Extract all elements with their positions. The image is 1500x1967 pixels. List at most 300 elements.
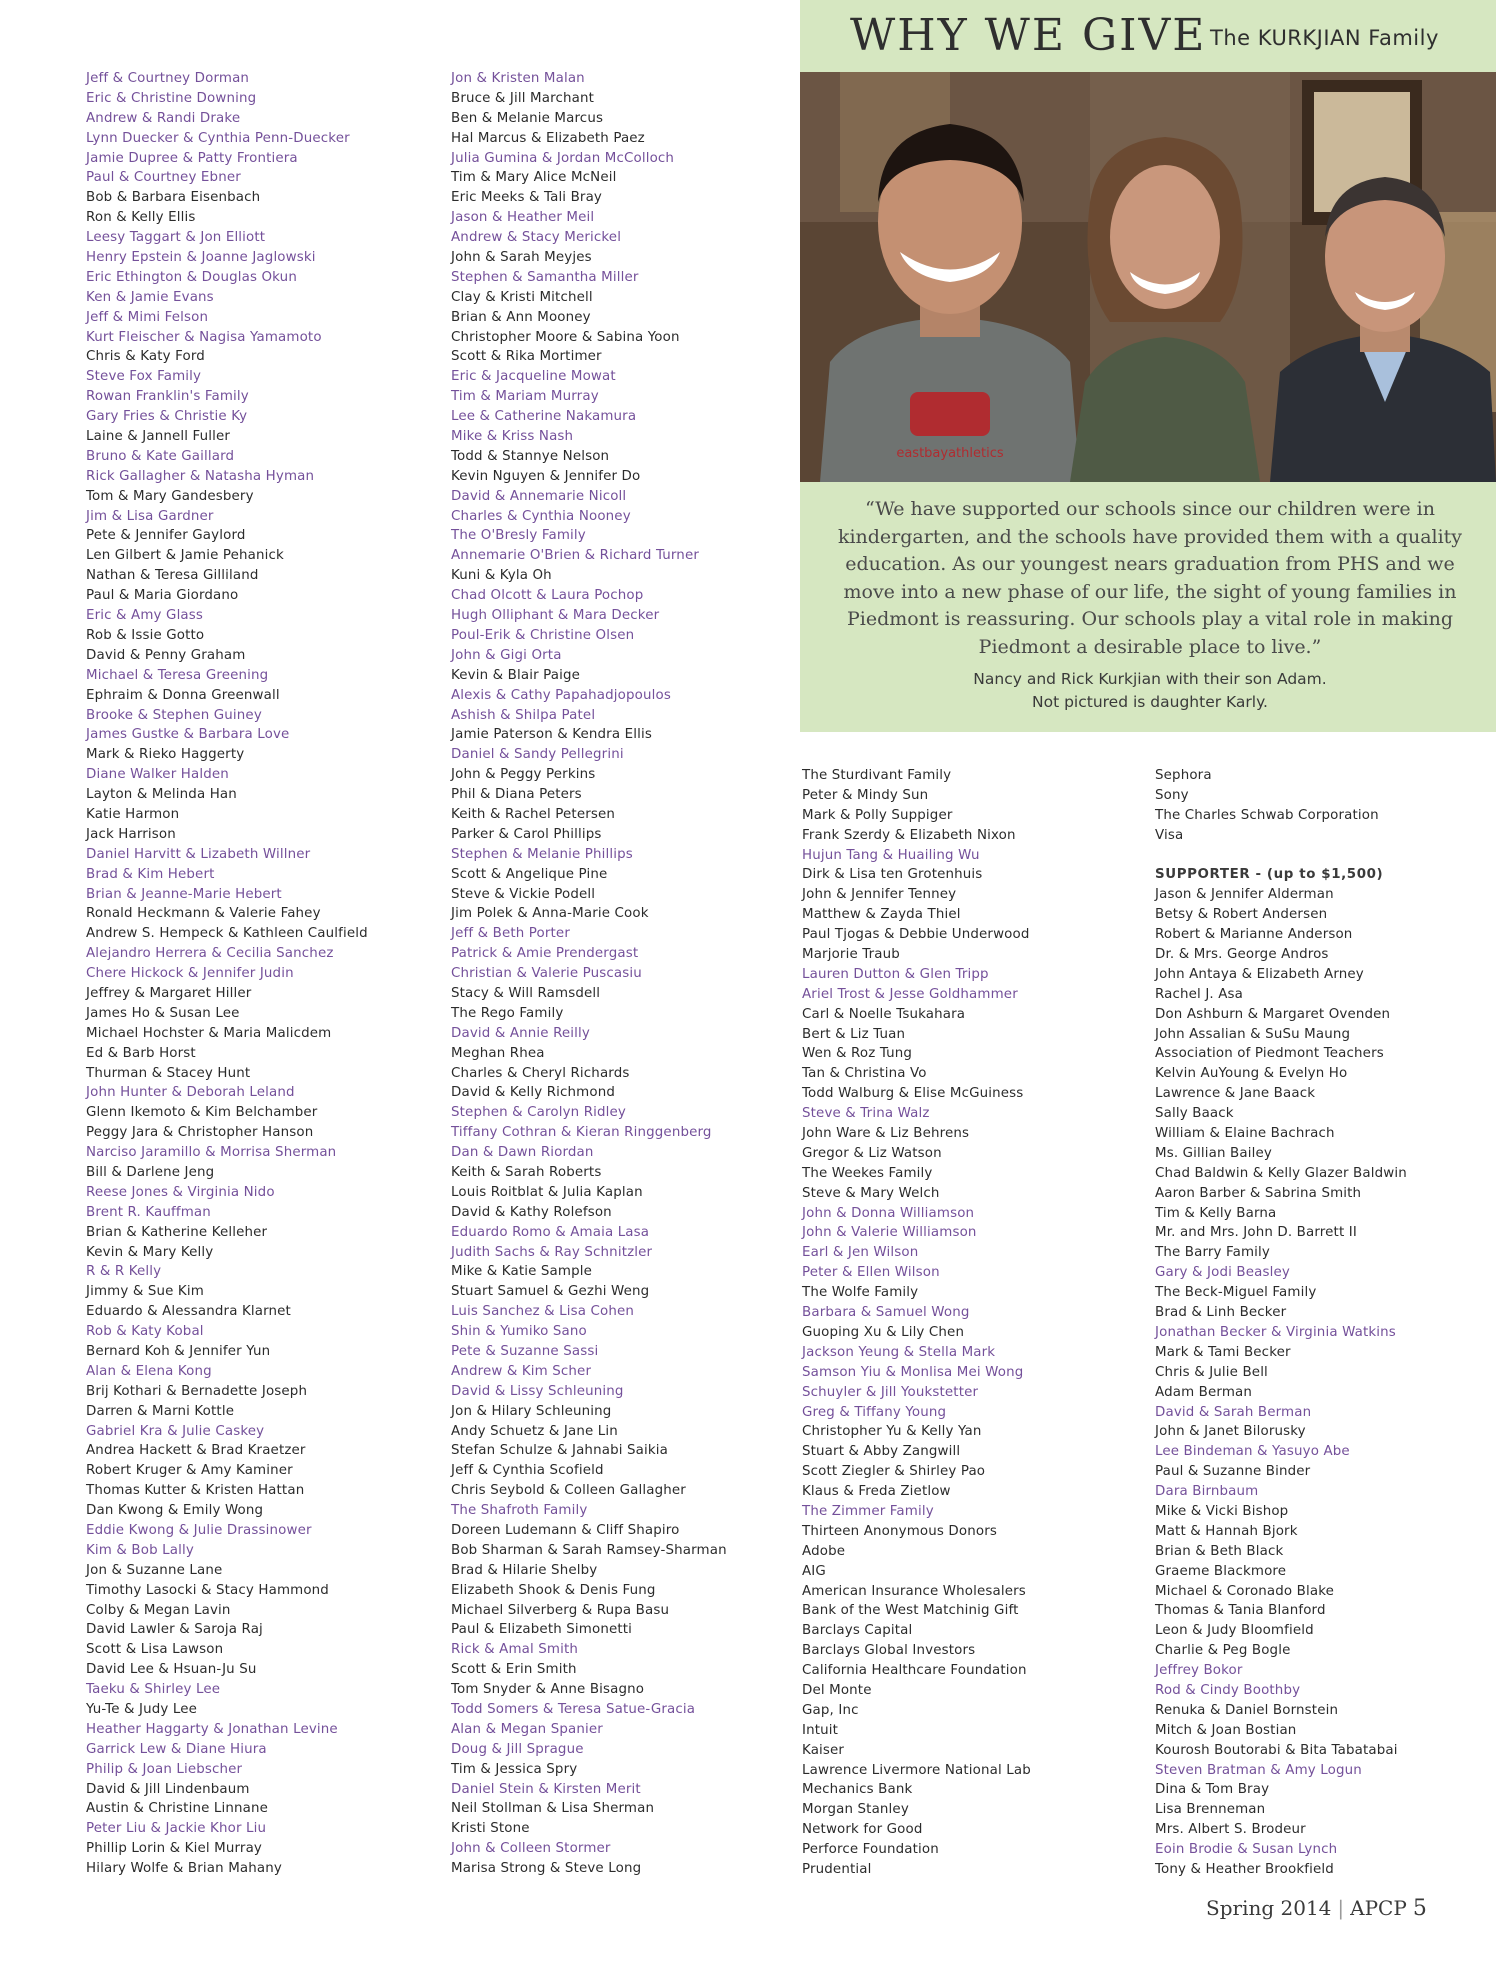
donor-name: Ephraim & Donna Greenwall xyxy=(86,687,280,703)
donor-name: Colby & Megan Lavin xyxy=(86,1602,231,1618)
donor-name: Bank of the West Matchinig Gift xyxy=(802,1603,1019,1619)
donor-list-column-4 xyxy=(1155,766,1407,1880)
donor-name: Mitch & Joan Bostian xyxy=(1155,1722,1297,1738)
donor-name: Chris & Julie Bell xyxy=(1155,1364,1268,1380)
donor-name: Matthew & Zayda Thiel xyxy=(802,907,961,923)
donor-name: Luis Sanchez & Lisa Cohen xyxy=(451,1304,635,1320)
donor-name: Mark & Polly Suppiger xyxy=(802,807,953,823)
donor-name: The Wolfe Family xyxy=(802,1285,919,1301)
donor-name: Rachel J. Asa xyxy=(1155,986,1244,1002)
donor-name: Hilary Wolfe & Brian Mahany xyxy=(86,1861,282,1877)
donor-name: Jonathan Becker & Virginia Watkins xyxy=(1155,1324,1396,1340)
donor-name: Alan & Megan Spanier xyxy=(451,1721,603,1737)
donor-name: Sally Baack xyxy=(1155,1106,1234,1122)
footer-publication: APCP xyxy=(1350,1896,1407,1920)
donor-name: Steve & Trina Walz xyxy=(802,1106,930,1122)
donor-name: Christopher Yu & Kelly Yan xyxy=(802,1424,982,1440)
donor-name: Scott & Erin Smith xyxy=(451,1662,577,1678)
donor-name: Daniel Harvitt & Lizabeth Willner xyxy=(86,846,311,862)
donor-name: David & Kelly Richmond xyxy=(451,1085,615,1101)
footer-season: Spring 2014 xyxy=(1206,1896,1332,1920)
donor-name: Mark & Rieko Haggerty xyxy=(86,747,245,763)
donor-name: Austin & Christine Linnane xyxy=(86,1801,269,1817)
donor-name: Marjorie Traub xyxy=(802,947,900,963)
donor-name: Bert & Liz Tuan xyxy=(802,1026,906,1042)
donor-name: Eric Ethington & Douglas Okun xyxy=(86,269,297,285)
donor-name: Phillip Lorin & Kiel Murray xyxy=(86,1841,262,1857)
donor-name: Bruce & Jill Marchant xyxy=(451,90,595,106)
donor-name: Henry Epstein & Joanne Jaglowski xyxy=(86,250,316,266)
donor-name: David & Sarah Berman xyxy=(1155,1404,1312,1420)
donor-name: Brad & Hilarie Shelby xyxy=(451,1562,598,1578)
donor-name: Eoin Brodie & Susan Lynch xyxy=(1155,1842,1338,1858)
family-photo xyxy=(800,72,1496,482)
donor-name: Prudential xyxy=(802,1861,872,1877)
donor-name: Philip & Joan Liebscher xyxy=(86,1761,243,1777)
donor-name: Gary Fries & Christie Ky xyxy=(86,409,248,425)
donor-name: Greg & Tiffany Young xyxy=(802,1404,947,1420)
donor-name: Michael & Teresa Greening xyxy=(86,667,269,683)
donor-name: John & Colleen Stormer xyxy=(451,1841,611,1857)
donor-name: Hal Marcus & Elizabeth Paez xyxy=(451,130,645,146)
caption-line-1: Nancy and Rick Kurkjian with their son Adam. xyxy=(973,670,1327,688)
donor-name: Brian & Ann Mooney xyxy=(451,309,591,325)
svg-text:eastbayathletics: eastbayathletics xyxy=(896,446,1004,461)
donor-name: Jamie Dupree & Patty Frontiera xyxy=(86,150,298,166)
donor-name: Andy Schuetz & Jane Lin xyxy=(451,1423,618,1439)
donor-name: Kurt Fleischer & Nagisa Yamamoto xyxy=(86,329,322,345)
donor-name: Mr. and Mrs. John D. Barrett II xyxy=(1155,1225,1357,1241)
donor-name: The Charles Schwab Corporation xyxy=(1155,807,1379,823)
donor-name: Eric & Jacqueline Mowat xyxy=(451,369,616,385)
donor-name: Brian & Katherine Kelleher xyxy=(86,1224,268,1240)
donor-name: John & Donna Williamson xyxy=(802,1205,975,1221)
donor-name: David Lawler & Saroja Raj xyxy=(86,1622,263,1638)
donor-name: Brij Kothari & Bernadette Joseph xyxy=(86,1383,308,1399)
donor-name: Thurman & Stacey Hunt xyxy=(86,1065,251,1081)
donor-name: Christian & Valerie Puscasiu xyxy=(451,966,642,982)
donor-name: Brad & Kim Hebert xyxy=(86,866,215,882)
donor-name: Glenn Ikemoto & Kim Belchamber xyxy=(86,1105,318,1121)
donor-name: Jim & Lisa Gardner xyxy=(86,508,214,524)
donor-name: Michael Hochster & Maria Malicdem xyxy=(86,1025,332,1041)
donor-name: Morgan Stanley xyxy=(802,1802,909,1818)
donor-name: Eddie Kwong & Julie Drassinower xyxy=(86,1523,312,1539)
donor-name: Eric & Christine Downing xyxy=(86,90,257,106)
donor-name: John & Valerie Williamson xyxy=(802,1225,977,1241)
donor-name: John Ware & Liz Behrens xyxy=(802,1126,970,1142)
donor-name: The Beck-Miguel Family xyxy=(1155,1285,1317,1301)
donor-name: Robert & Marianne Anderson xyxy=(1155,927,1353,943)
donor-name: Tiffany Cothran & Kieran Ringgenberg xyxy=(451,1125,712,1141)
donor-name: Aaron Barber & Sabrina Smith xyxy=(1155,1185,1362,1201)
donor-name: Alejandro Herrera & Cecilia Sanchez xyxy=(86,946,334,962)
donor-name: Eduardo Romo & Amaia Lasa xyxy=(451,1224,650,1240)
donor-name: Pete & Suzanne Sassi xyxy=(451,1344,599,1359)
donor-name: Meghan Rhea xyxy=(451,1045,545,1061)
donor-name: R & R Kelly xyxy=(86,1264,162,1280)
donor-name: Earl & Jen Wilson xyxy=(802,1245,919,1261)
donor-name: Kevin & Blair Paige xyxy=(451,667,581,683)
donor-name: John & Sarah Meyjes xyxy=(451,250,592,266)
donor-name: William & Elaine Bachrach xyxy=(1155,1126,1335,1142)
donor-name: Doreen Ludemann & Cliff Shapiro xyxy=(451,1523,680,1539)
donor-name: Adam Berman xyxy=(1155,1384,1253,1400)
donor-name: Stephen & Samantha Miller xyxy=(451,269,639,285)
donor-name: Ken & Jamie Evans xyxy=(86,289,214,305)
donor-name: Jason & Heather Meil xyxy=(451,210,595,226)
donor-name: Andrew & Kim Scher xyxy=(451,1363,592,1379)
donor-name: Dan Kwong & Emily Wong xyxy=(86,1503,264,1519)
donor-name: John Antaya & Elizabeth Arney xyxy=(1155,966,1364,982)
donor-name: Barbara & Samuel Wong xyxy=(802,1305,970,1321)
donor-name: Scott & Angelique Pine xyxy=(451,866,608,882)
donor-name: Lawrence & Jane Baack xyxy=(1155,1086,1316,1102)
donor-name: Schuyler & Jill Youkstetter xyxy=(802,1384,979,1400)
donor-name: Annemarie O'Brien & Richard Turner xyxy=(451,548,699,564)
donor-name: Jimmy & Sue Kim xyxy=(86,1284,204,1300)
donor-name: Lisa Brenneman xyxy=(1155,1802,1266,1818)
donor-name: Kevin Nguyen & Jennifer Do xyxy=(451,468,641,484)
donor-name: The Zimmer Family xyxy=(802,1503,934,1519)
donor-name: Darren & Marni Kottle xyxy=(86,1403,235,1419)
donor-name: Ms. Gillian Bailey xyxy=(1155,1145,1272,1161)
donor-name: Intuit xyxy=(802,1722,839,1738)
donor-name: Network for Good xyxy=(802,1822,923,1838)
donor-name: Gap, Inc xyxy=(802,1702,859,1718)
donor-name: Brent R. Kauffman xyxy=(86,1204,211,1220)
donor-name: Barclays Global Investors xyxy=(802,1643,976,1659)
donor-name: John & Gigi Orta xyxy=(451,647,562,663)
donor-name: Tim & Jessica Spry xyxy=(451,1761,578,1777)
donor-name: Kuni & Kyla Oh xyxy=(451,568,552,584)
donor-name: Louis Roitblat & Julia Kaplan xyxy=(451,1184,643,1200)
donor-name: Hugh Olliphant & Mara Decker xyxy=(451,608,660,624)
donor-name: Lynn Duecker & Cynthia Penn-Duecker xyxy=(86,130,350,146)
donor-name: Jeff & Cynthia Scofield xyxy=(451,1463,604,1479)
donor-name: Rowan Franklin's Family xyxy=(86,389,249,405)
donor-name: Tim & Mary Alice McNeil xyxy=(451,170,617,186)
donor-name: Graeme Blackmore xyxy=(1155,1563,1287,1579)
donor-name: Tom Snyder & Anne Bisagno xyxy=(451,1682,645,1698)
donor-name: Mechanics Bank xyxy=(802,1782,913,1798)
donor-name: Leon & Judy Bloomfield xyxy=(1155,1623,1314,1639)
donor-name: Steve Fox Family xyxy=(86,369,202,385)
donor-name: Thomas Kutter & Kristen Hattan xyxy=(86,1483,305,1499)
donor-name: Tony & Heather Brookfield xyxy=(1155,1861,1334,1877)
donor-name: John Assalian & SuSu Maung xyxy=(1155,1026,1351,1042)
donor-name: Reese Jones & Virginia Nido xyxy=(86,1184,275,1200)
donor-name: David & Penny Graham xyxy=(86,647,246,663)
donor-name: Andrew S. Hempeck & Kathleen Caulfield xyxy=(86,926,368,942)
donor-name: David & Lissy Schleuning xyxy=(451,1383,624,1399)
donor-name: Mike & Vicki Bishop xyxy=(1155,1503,1289,1519)
donor-name: Rick Gallagher & Natasha Hyman xyxy=(86,468,315,484)
page-footer: Spring 2014 | APCP 5 xyxy=(1206,1896,1427,1921)
donor-name: Bob & Barbara Eisenbach xyxy=(86,190,261,206)
donor-list-column-1 xyxy=(86,69,368,1879)
donor-name: Paul Tjogas & Debbie Underwood xyxy=(802,927,1030,943)
donor-name: Stefan Schulze & Jahnabi Saikia xyxy=(451,1443,668,1459)
donor-name: Poul-Erik & Christine Olsen xyxy=(451,627,635,643)
page-number: 5 xyxy=(1412,1896,1427,1921)
donor-name: Ashish & Shilpa Patel xyxy=(451,707,596,723)
donor-name: Jeffrey Bokor xyxy=(1155,1663,1243,1679)
donor-name: Kelvin AuYoung & Evelyn Ho xyxy=(1155,1066,1348,1082)
donor-name: Kevin & Mary Kelly xyxy=(86,1244,214,1260)
donor-name: Nathan & Teresa Gilliland xyxy=(86,568,259,584)
donor-name: Paul & Maria Giordano xyxy=(86,588,239,604)
donor-name: David & Annemarie Nicoll xyxy=(451,488,627,504)
donor-name: Perforce Foundation xyxy=(802,1842,939,1858)
donor-name: Mark & Tami Becker xyxy=(1155,1344,1291,1360)
donor-name: Clay & Kristi Mitchell xyxy=(451,289,593,305)
donor-name: Sephora xyxy=(1155,768,1212,783)
donor-name: Jamie Paterson & Kendra Ellis xyxy=(451,727,652,743)
donor-name: Eric Meeks & Tali Bray xyxy=(451,190,603,206)
donor-name: The Shafroth Family xyxy=(451,1503,588,1519)
caption-line-2: Not pictured is daughter Karly. xyxy=(1032,693,1268,711)
donor-name: Jeff & Mimi Felson xyxy=(86,309,209,325)
donor-name: Julia Gumina & Jordan McColloch xyxy=(451,150,675,166)
donor-name: Bruno & Kate Gaillard xyxy=(86,448,235,464)
donor-name: The Sturdivant Family xyxy=(802,768,952,783)
donor-name: Kourosh Boutorabi & Bita Tabatabai xyxy=(1155,1742,1398,1758)
donor-name: Peter & Mindy Sun xyxy=(802,787,929,803)
donor-name: Marisa Strong & Steve Long xyxy=(451,1861,642,1877)
donor-name: Judith Sachs & Ray Schnitzler xyxy=(451,1244,653,1260)
donor-name: Thirteen Anonymous Donors xyxy=(802,1523,997,1539)
donor-name: Eric & Amy Glass xyxy=(86,608,204,624)
donor-name: Don Ashburn & Margaret Ovenden xyxy=(1155,1006,1391,1022)
donor-name: Sony xyxy=(1155,787,1189,803)
donor-name: Peter & Ellen Wilson xyxy=(802,1265,940,1281)
donor-name: Jeff & Courtney Dorman xyxy=(86,71,250,86)
donor-name: Shin & Yumiko Sano xyxy=(451,1324,587,1340)
donor-name: Stuart & Abby Zangwill xyxy=(802,1444,961,1460)
donor-name: The Barry Family xyxy=(1155,1245,1270,1261)
donor-name: Frank Szerdy & Elizabeth Nixon xyxy=(802,827,1016,843)
donor-name: Gabriel Kra & Julie Caskey xyxy=(86,1423,265,1439)
donor-name: Bob Sharman & Sarah Ramsey-Sharman xyxy=(451,1542,727,1558)
donor-name: Brad & Linh Becker xyxy=(1155,1305,1287,1321)
donor-name: Stacy & Will Ramsdell xyxy=(451,985,601,1001)
donor-name: Carl & Noelle Tsukahara xyxy=(802,1006,966,1022)
donor-name: John & Jennifer Tenney xyxy=(802,887,957,903)
donor-name: Charles & Cynthia Nooney xyxy=(451,508,631,524)
donor-name: Pete & Jennifer Gaylord xyxy=(86,528,246,544)
donor-name: Jeff & Beth Porter xyxy=(451,926,570,942)
donor-name: Lee & Catherine Nakamura xyxy=(451,409,637,425)
donor-name: Barclays Capital xyxy=(802,1623,913,1639)
donor-name: Mike & Kriss Nash xyxy=(451,429,574,445)
donor-name: David Lee & Hsuan-Ju Su xyxy=(86,1662,257,1678)
donor-name: Rob & Issie Gotto xyxy=(86,627,205,643)
donor-name: Ron & Kelly Ellis xyxy=(86,210,196,226)
donor-name: Charlie & Peg Bogle xyxy=(1155,1643,1291,1659)
donor-name: Scott & Rika Mortimer xyxy=(451,349,602,365)
donor-name: Stephen & Melanie Phillips xyxy=(451,846,633,862)
donor-name: Visa xyxy=(1155,827,1184,843)
donor-name: Bernard Koh & Jennifer Yun xyxy=(86,1344,271,1359)
donor-name: Andrew & Stacy Merickel xyxy=(451,230,622,246)
donor-name: Michael & Coronado Blake xyxy=(1155,1583,1335,1599)
donor-name: California Healthcare Foundation xyxy=(802,1663,1027,1679)
donor-name: Rob & Katy Kobal xyxy=(86,1324,204,1340)
photo-caption xyxy=(830,668,1470,714)
donor-name: Elizabeth Shook & Denis Fung xyxy=(451,1582,656,1598)
donor-name: Garrick Lew & Diane Hiura xyxy=(86,1741,267,1757)
donor-name: Patrick & Amie Prendergast xyxy=(451,946,639,962)
donor-name: Paul & Elizabeth Simonetti xyxy=(451,1622,633,1638)
list-spacer xyxy=(1155,846,1407,866)
donor-name: Lawrence Livermore National Lab xyxy=(802,1762,1031,1778)
donor-name: David & Annie Reilly xyxy=(451,1025,590,1041)
donor-name: Todd Walburg & Elise McGuiness xyxy=(802,1086,1024,1102)
donor-name: Jon & Kristen Malan xyxy=(451,71,585,86)
donor-name: Dina & Tom Bray xyxy=(1155,1782,1270,1798)
donor-name: Chris & Katy Ford xyxy=(86,349,205,365)
donor-name: Leesy Taggart & Jon Elliott xyxy=(86,230,266,246)
donor-name: Dara Birnbaum xyxy=(1155,1484,1259,1500)
donor-name: Rod & Cindy Boothby xyxy=(1155,1682,1301,1698)
donor-name: Michael Silverberg & Rupa Basu xyxy=(451,1602,670,1618)
donor-name: Paul & Courtney Ebner xyxy=(86,170,241,186)
donor-name: Tim & Mariam Murray xyxy=(451,389,599,405)
donor-name: Tan & Christina Vo xyxy=(802,1066,927,1082)
donor-name: Peter Liu & Jackie Khor Liu xyxy=(86,1821,267,1837)
donor-name: Paul & Suzanne Binder xyxy=(1155,1464,1311,1480)
testimonial-quote: “We have supported our schools since our children were in kindergarten, and the schools have provided them with a quality education. As our youngest nears graduation from PHS and we move into a new phase of our life, the sight of young families in Piedmont is reassuring. Our schools play a vital role in making Piedmont a desirable place to live.” xyxy=(837,498,1463,658)
donor-name: Diane Walker Halden xyxy=(86,767,229,783)
donor-name: Christopher Moore & Sabina Yoon xyxy=(451,329,680,345)
donor-name: Jackson Yeung & Stella Mark xyxy=(802,1344,996,1360)
donor-name: David & Jill Lindenbaum xyxy=(86,1781,250,1797)
donor-name: Kaiser xyxy=(802,1742,845,1758)
donor-name: Laine & Jannell Fuller xyxy=(86,429,231,445)
donor-name: Taeku & Shirley Lee xyxy=(86,1682,221,1698)
donor-name: Gregor & Liz Watson xyxy=(802,1145,942,1161)
donor-name: Chad Olcott & Laura Pochop xyxy=(451,588,644,604)
donor-name: Betsy & Robert Andersen xyxy=(1155,907,1328,923)
donor-name: James Gustke & Barbara Love xyxy=(86,727,290,743)
donor-name: Keith & Rachel Petersen xyxy=(451,806,616,822)
donor-name: Thomas & Tania Blanford xyxy=(1155,1603,1326,1619)
donor-name: Peggy Jara & Christopher Hanson xyxy=(86,1125,314,1141)
donor-level-heading: SUPPORTER - (up to $1,500) xyxy=(1155,867,1384,883)
donor-name: Narciso Jaramillo & Morrisa Sherman xyxy=(86,1145,337,1161)
donor-name: Jack Harrison xyxy=(86,826,176,842)
donor-list-column-3 xyxy=(802,766,1031,1880)
donor-name: Ed & Barb Horst xyxy=(86,1045,196,1061)
donor-name: Dr. & Mrs. George Andros xyxy=(1155,947,1329,963)
donor-name: Klaus & Freda Zietlow xyxy=(802,1484,951,1500)
donor-name: Renuka & Daniel Bornstein xyxy=(1155,1702,1339,1718)
donor-name: Wen & Roz Tung xyxy=(802,1046,913,1062)
donor-name: American Insurance Wholesalers xyxy=(802,1583,1026,1599)
donor-name: Gary & Jodi Beasley xyxy=(1155,1265,1290,1281)
donor-name: Lauren Dutton & Glen Tripp xyxy=(802,966,989,982)
donor-name: Ronald Heckmann & Valerie Fahey xyxy=(86,906,321,922)
donor-name: Ben & Melanie Marcus xyxy=(451,110,604,126)
donor-name: Scott & Lisa Lawson xyxy=(86,1642,224,1658)
donor-name: Jim Polek & Anna-Marie Cook xyxy=(451,906,649,922)
donor-name: Chris Seybold & Colleen Gallagher xyxy=(451,1483,686,1499)
donor-name: Yu-Te & Judy Lee xyxy=(86,1702,198,1718)
donor-name: Heather Haggarty & Jonathan Levine xyxy=(86,1721,338,1737)
donor-name: Brian & Jeanne-Marie Hebert xyxy=(86,886,282,902)
donor-name: Jeffrey & Margaret Hiller xyxy=(86,985,252,1001)
donor-name: John Hunter & Deborah Leland xyxy=(86,1085,295,1101)
donor-name: The Rego Family xyxy=(451,1005,564,1021)
donor-name: Andrea Hackett & Brad Kraetzer xyxy=(86,1443,306,1459)
donor-name: Guoping Xu & Lily Chen xyxy=(802,1324,965,1340)
donor-list-column-2 xyxy=(451,69,727,1879)
donor-name: Eduardo & Alessandra Klarnet xyxy=(86,1304,291,1320)
donor-name: Tom & Mary Gandesbery xyxy=(86,488,254,504)
donor-name: Alexis & Cathy Papahadjopoulos xyxy=(451,687,671,703)
donor-name: Robert Kruger & Amy Kaminer xyxy=(86,1463,293,1479)
donor-name: Len Gilbert & Jamie Pehanick xyxy=(86,548,284,564)
donor-name: Stuart Samuel & Gezhi Weng xyxy=(451,1284,650,1300)
donor-name: The O'Bresly Family xyxy=(451,528,586,544)
donor-name: Lee Bindeman & Yasuyo Abe xyxy=(1155,1444,1350,1460)
donor-name: Samson Yiu & Monlisa Mei Wong xyxy=(802,1364,1024,1380)
donor-name: Jason & Jennifer Alderman xyxy=(1155,887,1334,903)
donor-name: Dan & Dawn Riordan xyxy=(451,1145,594,1161)
donor-name: Jon & Suzanne Lane xyxy=(86,1562,223,1578)
donor-name: Andrew & Randi Drake xyxy=(86,110,241,126)
donor-name: John & Peggy Perkins xyxy=(451,767,596,783)
feature-family-name: The KURKJIAN Family xyxy=(1210,26,1439,50)
donor-name: Neil Stollman & Lisa Sherman xyxy=(451,1801,655,1817)
donor-name: Alan & Elena Kong xyxy=(86,1363,212,1379)
donor-name: Daniel Stein & Kirsten Merit xyxy=(451,1781,641,1797)
donor-name: Jon & Hilary Schleuning xyxy=(451,1403,612,1419)
donor-name: Layton & Melinda Han xyxy=(86,787,237,803)
donor-name: Todd & Stannye Nelson xyxy=(451,448,610,464)
donor-name: Mrs. Albert S. Brodeur xyxy=(1155,1822,1306,1838)
donor-name: AIG xyxy=(802,1563,826,1579)
donor-name: David & Kathy Rolefson xyxy=(451,1204,612,1220)
feature-title: WHY WE GIVE xyxy=(850,10,1207,61)
donor-name: Mike & Katie Sample xyxy=(451,1264,593,1280)
donor-name: Scott Ziegler & Shirley Pao xyxy=(802,1464,986,1480)
donor-name: Chad Baldwin & Kelly Glazer Baldwin xyxy=(1155,1165,1407,1181)
donor-name: Hujun Tang & Huailing Wu xyxy=(802,847,980,863)
donor-name: Todd Somers & Teresa Satue-Gracia xyxy=(451,1702,696,1718)
donor-name: Tim & Kelly Barna xyxy=(1155,1205,1277,1221)
donor-name: Kim & Bob Lally xyxy=(86,1542,194,1558)
donor-name: Timothy Lasocki & Stacy Hammond xyxy=(86,1582,329,1598)
donor-name: Ariel Trost & Jesse Goldhammer xyxy=(802,986,1018,1002)
donor-name: Daniel & Sandy Pellegrini xyxy=(451,747,624,763)
donor-name: Kristi Stone xyxy=(451,1821,530,1837)
donor-name: Chere Hickock & Jennifer Judin xyxy=(86,966,294,982)
donor-name: Brian & Beth Black xyxy=(1155,1543,1284,1559)
donor-name: Adobe xyxy=(802,1543,846,1559)
shirt-logo xyxy=(896,392,1004,461)
donor-name: Association of Piedmont Teachers xyxy=(1155,1046,1384,1062)
donor-name: Dirk & Lisa ten Grotenhuis xyxy=(802,867,983,883)
donor-name: Stephen & Carolyn Ridley xyxy=(451,1105,627,1121)
donor-name: Keith & Sarah Roberts xyxy=(451,1164,602,1180)
donor-name: John & Janet Bilorusky xyxy=(1155,1424,1306,1440)
donor-name: Matt & Hannah Bjork xyxy=(1155,1523,1298,1539)
donor-name: Steve & Mary Welch xyxy=(802,1185,940,1201)
donor-name: James Ho & Susan Lee xyxy=(86,1005,240,1021)
donor-name: Del Monte xyxy=(802,1682,872,1698)
